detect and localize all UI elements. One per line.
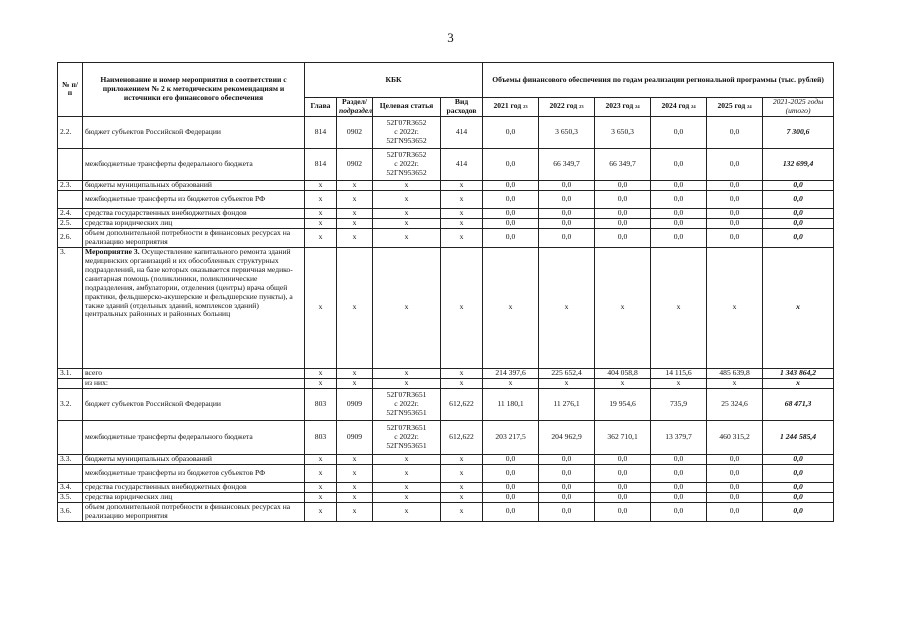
row-glava: 814 [305,116,337,148]
row-glava: x [305,190,337,208]
row-vid: x [441,208,483,218]
table-row [58,378,834,388]
row-total: x [763,378,834,388]
header-vid: Вид расходов [441,98,483,117]
row-total: 0,0 [763,464,834,482]
row-name [83,228,305,247]
header-total: 2021-2025 годы (итого) [763,98,834,117]
row-glava: x [305,247,337,368]
row-glava: x [305,492,337,502]
row-number: 2.3. [58,180,83,190]
row-year-value: 0,0 [651,464,707,482]
row-razdel: x [337,502,373,521]
row-year-value: 0,0 [707,492,763,502]
table-row [58,247,834,368]
row-celevaya [373,190,441,208]
row-year-value: 0,0 [483,218,539,228]
table-row [58,218,834,228]
table-row [58,502,834,521]
row-year-value: 0,0 [483,464,539,482]
row-name-text: межбюджетные трансферты федерального бюджета [85,158,253,168]
row-celevaya [373,218,441,228]
row-name [83,378,305,388]
table-row [58,420,834,454]
row-glava: x [305,464,337,482]
row-celevaya-line: x [404,302,409,312]
table-row [58,180,834,190]
row-total: 132 699,4 [763,148,834,180]
row-number [58,148,83,180]
row-vid: 612,622 [441,420,483,454]
row-year-value: 0,0 [707,148,763,180]
row-number: 2.5. [58,218,83,228]
row-year-value: 0,0 [595,180,651,190]
row-razdel: 0909 [337,420,373,454]
row-glava: x [305,228,337,247]
row-name [83,148,305,180]
row-total: 0,0 [763,208,834,218]
header-year: 2022 год 23 [539,98,595,117]
row-celevaya-line: x [404,454,409,463]
row-year-value: 0,0 [483,190,539,208]
row-name-text: объем дополнительной потребности в финансовых ресурсах на реализацию мероприятия [85,228,291,246]
header-year: 2024 год 24 [651,98,707,117]
row-year-value: 0,0 [539,492,595,502]
row-total: 0,0 [763,492,834,502]
row-year-value: 0,0 [707,218,763,228]
row-glava: x [305,482,337,492]
row-glava: x [305,368,337,378]
row-glava: 814 [305,148,337,180]
row-year-value: 0,0 [651,228,707,247]
table-row [58,190,834,208]
row-year-value: x [707,378,763,388]
row-total: 0,0 [763,218,834,228]
row-celevaya-line: x [404,482,409,491]
row-name-text: объем дополнительной потребности в финансовых ресурсах на реализацию мероприятия [85,502,291,520]
row-year-value: 460 315,2 [707,420,763,454]
row-name [83,388,305,420]
row-total: 7 300,6 [763,116,834,148]
row-glava: 803 [305,388,337,420]
header-razdel: Раздел/ подраздел [337,98,373,117]
row-year-value: 225 652,4 [539,368,595,378]
row-celevaya-line: x [404,193,409,203]
row-year-value: 0,0 [595,208,651,218]
row-celevaya [373,454,441,464]
row-celevaya-line: x [404,208,409,217]
row-year-value: 362 710,1 [595,420,651,454]
row-year-value: 0,0 [651,454,707,464]
row-glava: 803 [305,420,337,454]
row-year-value: 0,0 [651,190,707,208]
row-number: 2.4. [58,208,83,218]
row-vid: x [441,180,483,190]
row-glava: x [305,378,337,388]
row-year-value: 0,0 [595,228,651,247]
row-razdel: x [337,218,373,228]
row-vid: x [441,482,483,492]
table-row [58,388,834,420]
row-razdel: x [337,228,373,247]
row-vid: x [441,454,483,464]
row-year-value: 0,0 [651,502,707,521]
row-celevaya-line: 52Г07R3652 [386,149,427,159]
row-razdel: x [337,454,373,464]
row-year-value: 0,0 [539,218,595,228]
row-year-value: 66 349,7 [539,148,595,180]
row-year-value: x [651,247,707,368]
row-razdel: x [337,190,373,208]
row-name [83,218,305,228]
row-vid: x [441,492,483,502]
row-glava: x [305,502,337,521]
row-celevaya [373,148,441,180]
row-celevaya [373,378,441,388]
row-name-text: бюджеты муниципальных образований [85,454,212,463]
row-vid: x [441,247,483,368]
row-number: 3.5. [58,492,83,502]
row-total: 0,0 [763,228,834,247]
header-year: 2025 год 24 [707,98,763,117]
row-celevaya [373,502,441,521]
row-celevaya-line: x [404,232,409,242]
row-number: 3.1. [58,368,83,378]
row-year-value: 0,0 [483,116,539,148]
row-name [83,492,305,502]
row-celevaya [373,228,441,247]
row-name-text: средства государственных внебюджетных фондов [85,482,247,491]
row-year-value: 0,0 [539,482,595,492]
row-year-value: 0,0 [595,502,651,521]
row-year-value: 0,0 [707,464,763,482]
row-celevaya-line: с 2022г. [394,126,419,136]
row-celevaya-line: x [404,378,409,387]
row-name-text: средства юридических лиц [85,492,173,501]
row-name-text: бюджеты муниципальных образований [85,180,212,189]
row-year-value: 0,0 [707,190,763,208]
row-celevaya-line: x [404,467,409,477]
row-celevaya [373,388,441,420]
row-year-value: 0,0 [483,502,539,521]
table-row [58,464,834,482]
row-year-value: 485 639,8 [707,368,763,378]
row-total: 0,0 [763,502,834,521]
row-glava: x [305,208,337,218]
row-year-value: 0,0 [539,208,595,218]
row-glava: x [305,180,337,190]
row-name [83,180,305,190]
header-year: 2021 год 23 [483,98,539,117]
row-year-value: 0,0 [707,208,763,218]
row-celevaya [373,247,441,368]
row-number: 3.2. [58,388,83,420]
table-row [58,116,834,148]
row-name-text: межбюджетные трансферты федерального бюджета [85,431,253,441]
row-year-value: 0,0 [595,492,651,502]
row-celevaya-line: 52ГN953651 [386,440,427,450]
row-year-value: 0,0 [539,502,595,521]
row-year-value: 0,0 [539,190,595,208]
row-year-value: 0,0 [651,218,707,228]
row-vid: 414 [441,116,483,148]
row-glava: x [305,218,337,228]
row-razdel: x [337,208,373,218]
row-name-text: межбюджетные трансферты из бюджетов субъектов РФ [85,193,266,203]
table-row [58,368,834,378]
row-name [83,208,305,218]
row-year-value: 0,0 [595,218,651,228]
row-celevaya-line: x [404,218,409,227]
row-total: 68 471,3 [763,388,834,420]
header-volumes: Объемы финансового обеспечения по годам реализации региональной программы (тыс. рублей) [483,63,834,98]
row-year-value: x [707,247,763,368]
row-year-value: 0,0 [595,464,651,482]
row-year-value: 0,0 [651,482,707,492]
row-year-value: 3 650,3 [595,116,651,148]
row-name-text: Осуществление капитального ремонта зданий медицинских организаций и их обособленных структурных подразделений, на базе которых оказывается первичная медико-санитарная помощь (поликлиники, поликлинические подразделения, амбулатории, отделения (центры) врача общей практики, фельдшерско-акушерские и фельдшерские пункты), а также зданий (отдельных зданий, комплексов зданий) центральных районных и районных больниц [85,247,293,319]
row-name-text: бюджет субъектов Российской Федерации [85,398,221,408]
row-name [83,420,305,454]
row-razdel: 0909 [337,388,373,420]
row-glava: x [305,454,337,464]
row-year-value: 0,0 [539,228,595,247]
header-name: Наименование и номер мероприятия в соответствии с приложением № 2 к методическим рекомендациям и источники его финансового обеспечения [83,63,305,117]
row-year-value: 19 954,6 [595,388,651,420]
row-year-value: 14 115,6 [651,368,707,378]
row-vid: x [441,378,483,388]
row-number: 2.2. [58,116,83,148]
table-body [58,116,834,521]
row-celevaya-line: x [404,492,409,501]
row-name [83,247,305,368]
header-kbk: КБК [305,63,483,98]
row-year-value: 0,0 [651,208,707,218]
row-year-value: 0,0 [483,208,539,218]
row-year-value: 13 379,7 [651,420,707,454]
row-name-text: всего [85,368,103,377]
row-year-value: x [483,378,539,388]
row-number: 3.3. [58,454,83,464]
row-celevaya [373,420,441,454]
row-year-value: 0,0 [483,492,539,502]
budget-table [57,62,834,522]
row-celevaya-line: 52ГN953651 [386,407,427,417]
row-number: 3.6. [58,502,83,521]
row-vid: 612,622 [441,388,483,420]
row-number: 2.6. [58,228,83,247]
row-year-value: 214 397,6 [483,368,539,378]
row-year-value: 0,0 [707,454,763,464]
table-row [58,228,834,247]
row-total: x [763,247,834,368]
table-row [58,208,834,218]
row-name [83,482,305,492]
row-razdel: 0902 [337,116,373,148]
row-razdel: x [337,368,373,378]
row-celevaya [373,208,441,218]
table-row [58,492,834,502]
row-name-bold: Мероприятие 3. [85,247,140,256]
header-glava: Глава [305,98,337,117]
row-year-value: x [483,247,539,368]
row-year-value: 204 962,9 [539,420,595,454]
row-name [83,190,305,208]
row-razdel: x [337,247,373,368]
row-year-value: 0,0 [595,190,651,208]
row-vid: x [441,368,483,378]
row-year-value: 0,0 [483,180,539,190]
row-year-value: 0,0 [483,228,539,247]
row-year-value: 11 180,1 [483,388,539,420]
row-celevaya-line: 52Г07R3651 [386,422,427,432]
page-number: 3 [447,30,454,45]
row-razdel: x [337,464,373,482]
row-name [83,464,305,482]
row-razdel: 0902 [337,148,373,180]
row-year-value: 0,0 [651,148,707,180]
row-razdel: x [337,492,373,502]
row-celevaya-line: с 2022г. [394,431,419,441]
row-razdel: x [337,482,373,492]
row-celevaya-line: 52Г07R3651 [386,389,427,399]
table-row [58,148,834,180]
row-number [58,464,83,482]
table-row [58,454,834,464]
table-row [58,482,834,492]
row-celevaya-line: с 2022г. [394,398,419,408]
row-name [83,454,305,464]
row-name [83,502,305,521]
row-celevaya-line: x [404,180,409,189]
row-year-value: 0,0 [595,454,651,464]
row-celevaya-line: 52Г07R3652 [386,117,427,127]
row-year-value: 0,0 [483,148,539,180]
row-celevaya [373,116,441,148]
row-celevaya-line: 52ГN953652 [386,167,427,177]
row-year-value: 0,0 [595,482,651,492]
row-year-value: 0,0 [651,180,707,190]
row-name-text: межбюджетные трансферты из бюджетов субъектов РФ [85,467,266,477]
row-vid: x [441,502,483,521]
row-total: 1 244 585,4 [763,420,834,454]
row-name [83,116,305,148]
row-name-text: средства юридических лиц [85,218,173,227]
row-vid: x [441,190,483,208]
row-celevaya [373,492,441,502]
row-year-value: 0,0 [539,454,595,464]
row-name-text: средства государственных внебюджетных фондов [85,208,247,217]
row-celevaya [373,180,441,190]
row-celevaya-line: 52ГN953652 [386,135,427,145]
row-celevaya [373,464,441,482]
row-celevaya [373,482,441,492]
row-number: 3.4. [58,482,83,492]
row-year-value: x [595,378,651,388]
row-celevaya-line: с 2022г. [394,158,419,168]
row-year-value: x [651,378,707,388]
row-total: 0,0 [763,482,834,492]
row-vid: x [441,464,483,482]
row-year-value: 0,0 [651,116,707,148]
row-celevaya-line: x [404,368,409,377]
row-year-value: 0,0 [707,116,763,148]
row-number [58,190,83,208]
row-year-value: 404 058,8 [595,368,651,378]
row-year-value: x [539,378,595,388]
row-razdel: x [337,180,373,190]
row-name-text: бюджет субъектов Российской Федерации [85,126,221,136]
row-total: 0,0 [763,454,834,464]
row-year-value: 735,9 [651,388,707,420]
row-year-value: 0,0 [539,464,595,482]
row-name [83,368,305,378]
row-vid: x [441,218,483,228]
row-year-value: 203 217,5 [483,420,539,454]
row-number: 3. [58,247,83,368]
row-celevaya [373,368,441,378]
row-number [58,378,83,388]
row-year-value: 0,0 [483,482,539,492]
row-year-value: x [539,247,595,368]
row-year-value: 66 349,7 [595,148,651,180]
header-year: 2023 год 24 [595,98,651,117]
header-celevaya: Целевая статья [373,98,441,117]
row-year-value: 0,0 [707,482,763,492]
row-razdel: x [337,378,373,388]
row-vid: x [441,228,483,247]
row-year-value: 0,0 [483,454,539,464]
row-vid: 414 [441,148,483,180]
row-total: 0,0 [763,180,834,190]
row-year-value: 0,0 [651,492,707,502]
row-number [58,420,83,454]
row-celevaya-line: x [404,506,409,516]
row-name-text: из них: [85,378,108,387]
row-total: 0,0 [763,190,834,208]
row-year-value: 25 324,6 [707,388,763,420]
header-number: № п/п [58,63,83,117]
row-year-value: 0,0 [707,502,763,521]
row-year-value: 3 650,3 [539,116,595,148]
row-total: 1 343 864,2 [763,368,834,378]
row-year-value: x [595,247,651,368]
row-year-value: 11 276,1 [539,388,595,420]
row-year-value: 0,0 [707,228,763,247]
row-year-value: 0,0 [707,180,763,190]
row-year-value: 0,0 [539,180,595,190]
